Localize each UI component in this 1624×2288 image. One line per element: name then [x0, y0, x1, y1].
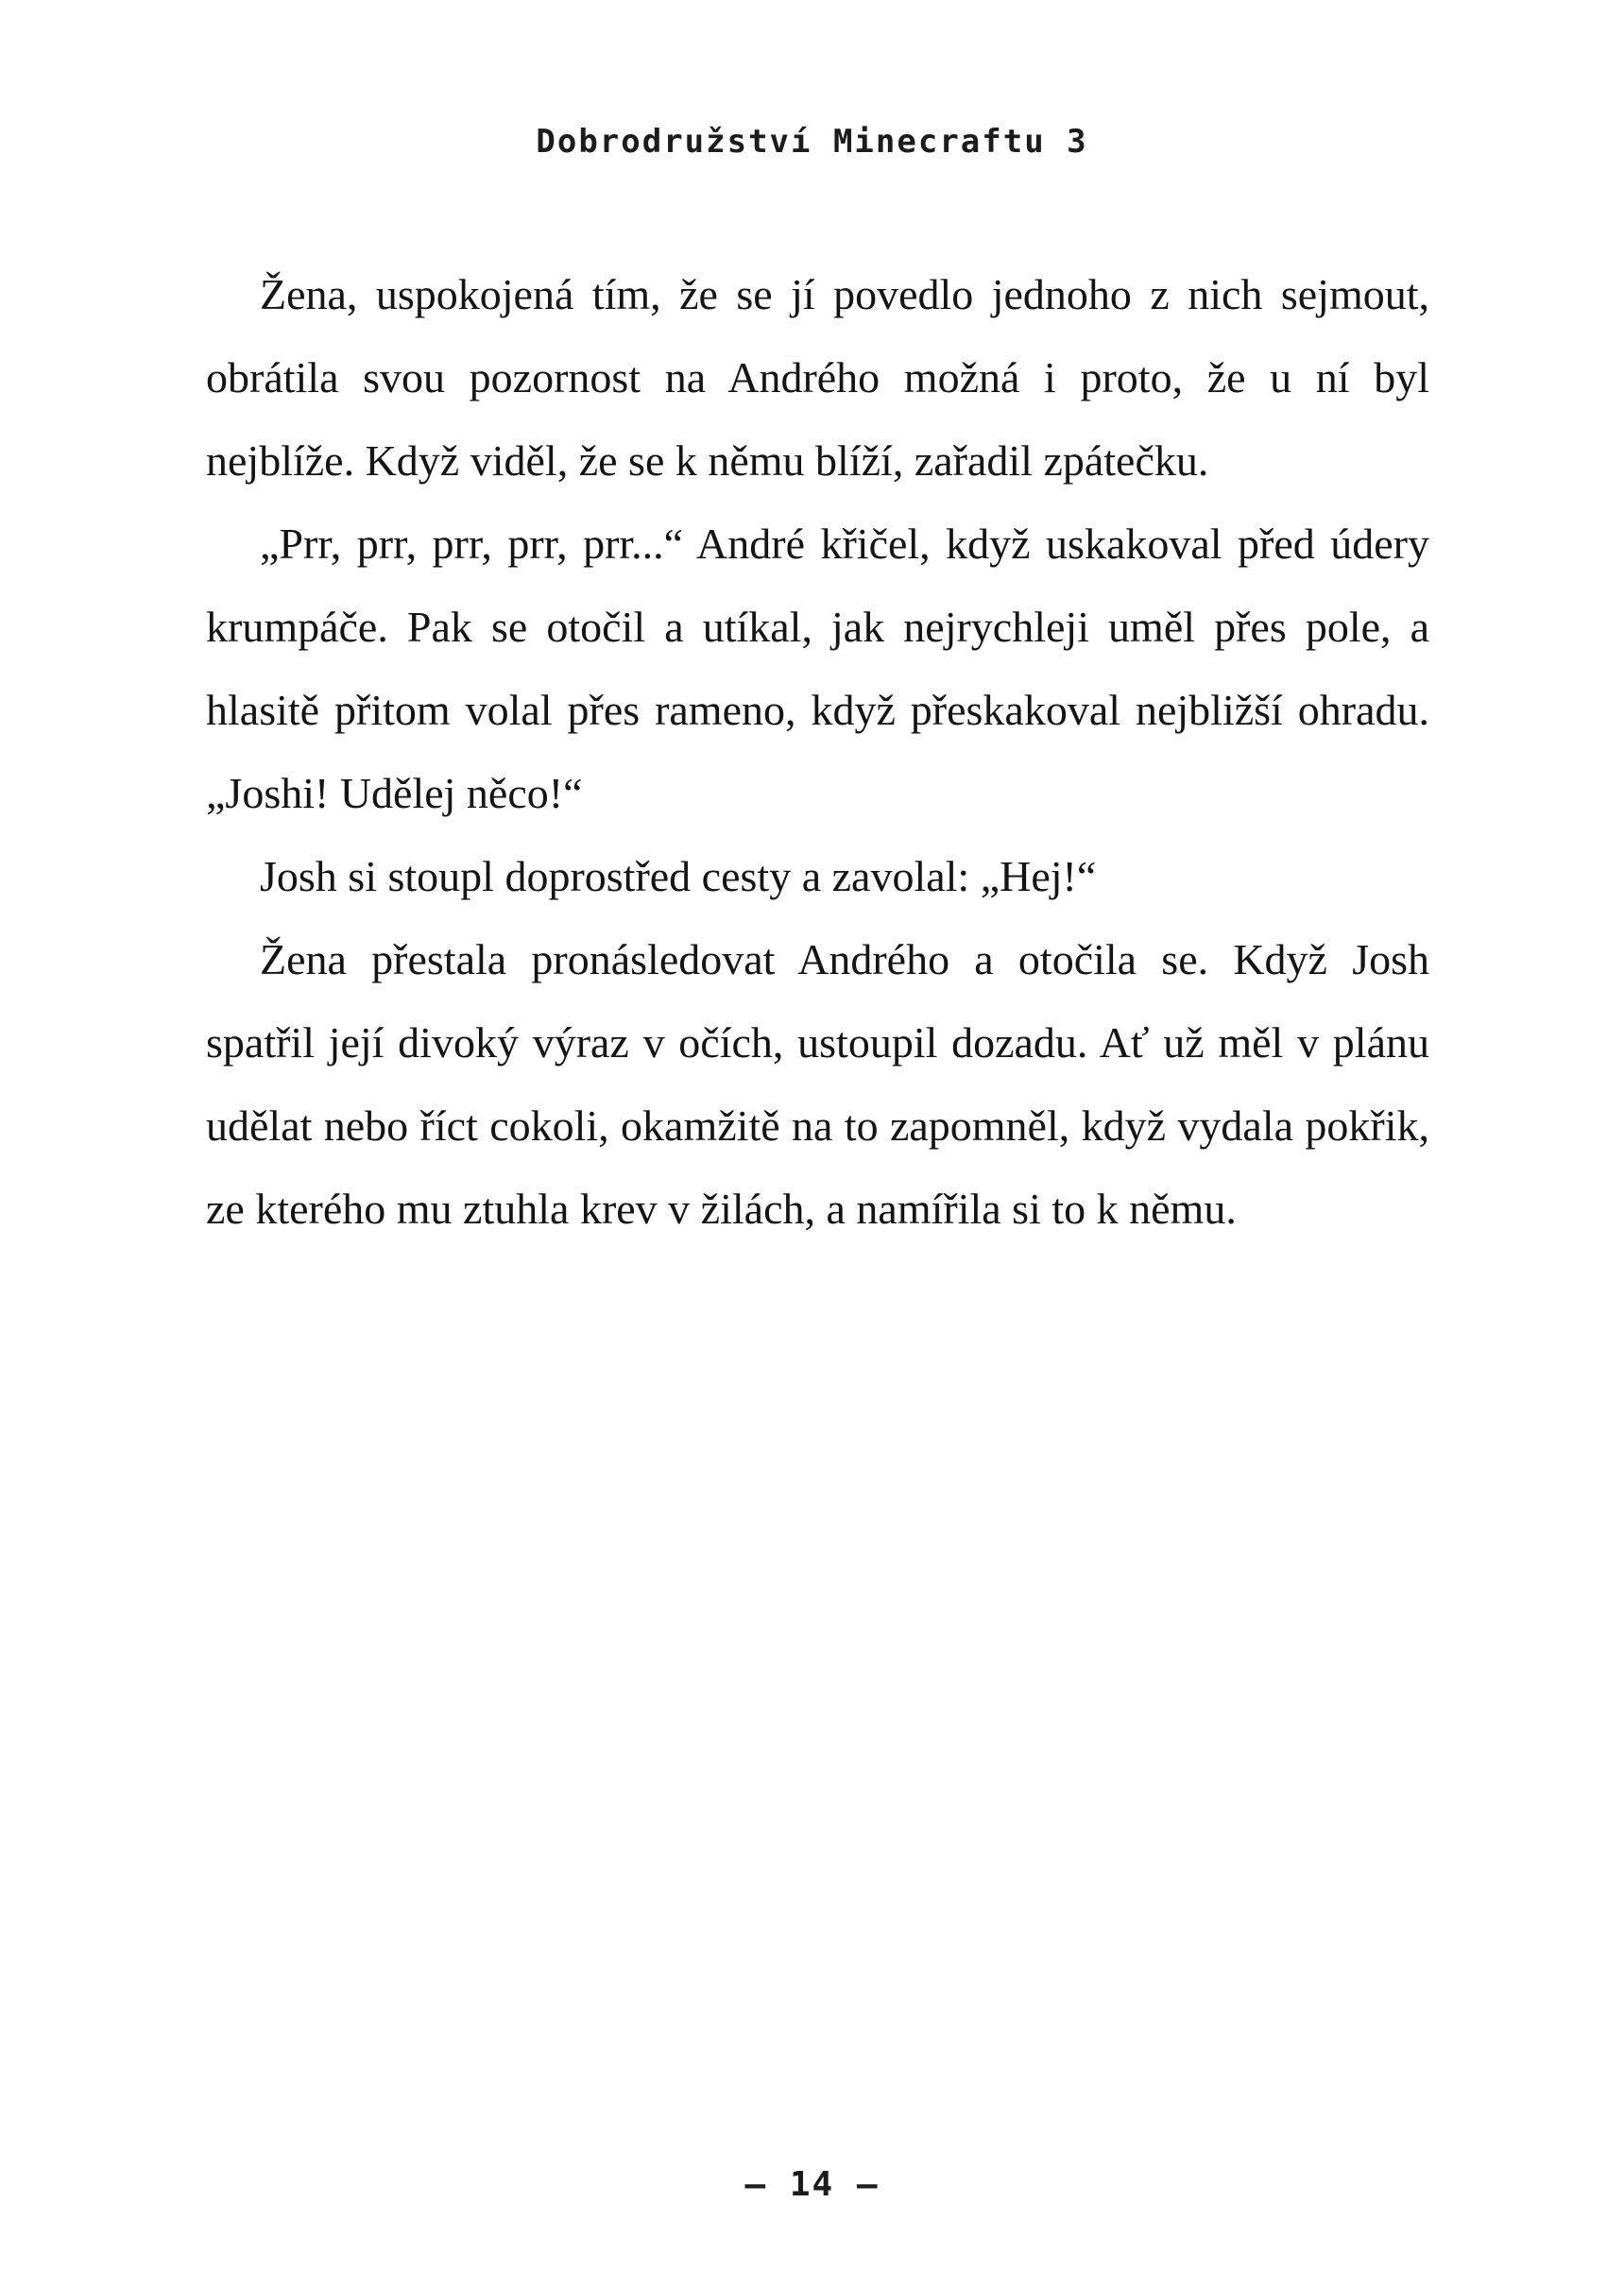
body-paragraph: Žena, uspokojená tím, že se jí povedlo jednoho z nich sejmout, obrátila svou pozornost na Andrého možná i proto, že u ní byl nejblíže. Když viděl, že se k němu blíží, zařadil zpátečku.	[206, 270, 1429, 485]
body-text	[206, 253, 1429, 1251]
page-number: – 14 –	[744, 2165, 880, 2204]
body-paragraph: Josh si stoupl doprostřed cesty a zavolal: „Hej!“	[260, 852, 1097, 900]
book-title: Dobrodružství Minecraftu 3	[536, 123, 1088, 161]
body-paragraph: „Prr, prr, prr, prr, prr...“ André křičel, když uskakoval před údery krumpáče. Pak se otočil a utíkal, jak nejrychleji uměl přes pole, a hlasitě přitom volal přes rameno, když přeskakoval nejbližší ohradu. „Joshi! Udělej něco!“	[206, 520, 1429, 817]
running-header	[0, 123, 1624, 161]
body-paragraph: Žena přestala pronásledovat Andrého a otočila se. Když Josh spatřil její divoký výraz v očích, ustoupil dozadu. Ať už měl v plánu udělat nebo říct cokoli, okamžitě na to zapomněl, když vydala pokřik, ze kterého mu ztuhla krev v žilách, a namířila si to k němu.	[206, 935, 1429, 1233]
page-footer	[0, 2165, 1624, 2204]
